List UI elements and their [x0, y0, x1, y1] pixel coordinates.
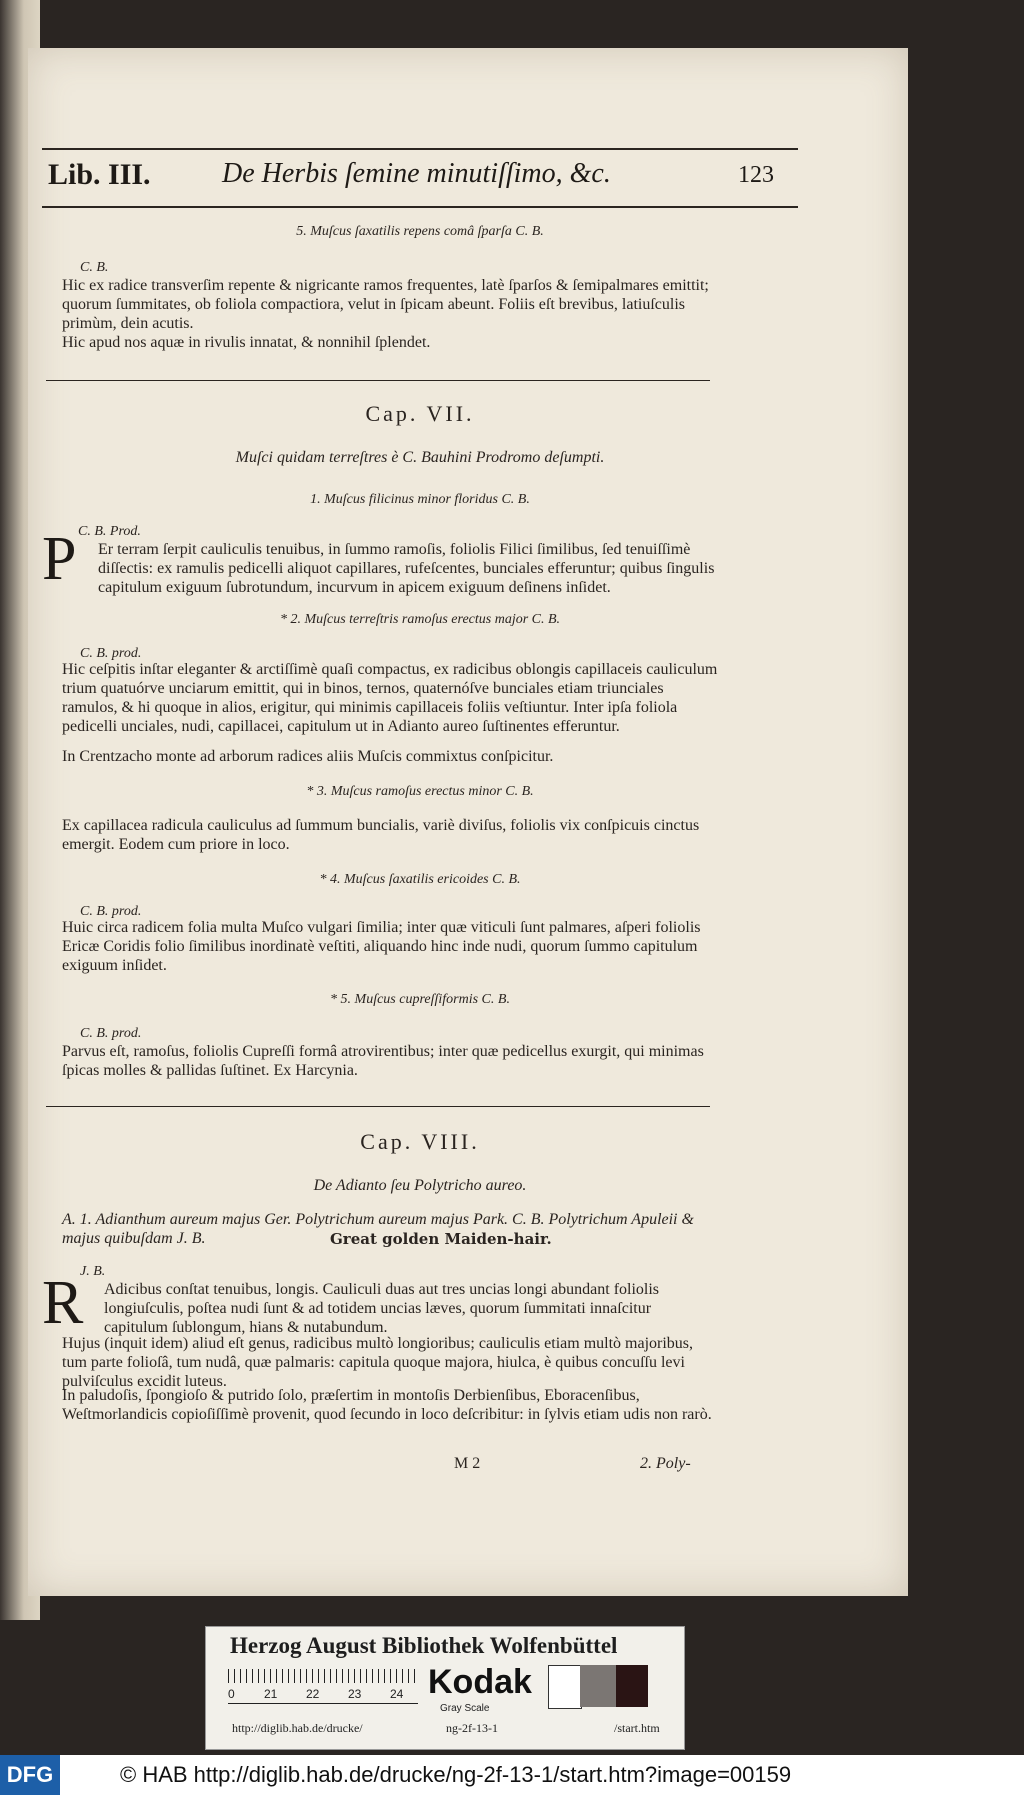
entry-heading: 1. Muſcus filicinus minor floridus C. B. — [310, 492, 530, 507]
source-label: J. B. — [80, 1264, 106, 1279]
running-title: De Herbis ſemine minutiſſimo, &c. — [222, 158, 611, 189]
source-label: C. B. prod. — [80, 1026, 142, 1041]
source-label: C. B. Prod. — [78, 524, 141, 539]
paragraph: Adicibus conſtat tenuibus, longis. Cauliculi duas aut tres uncias longi abundant foliolis longiuſculis, poſtea nudi ſunt & ad totidem uncias læves, quorum ſummitati innaſcitur capitulum ſublongum, hians & nutabundum. — [104, 1281, 660, 1336]
page-number: 123 — [738, 162, 774, 188]
black-swatch — [616, 1665, 648, 1707]
entry-heading: * 3. Muſcus ramoſus erectus minor C. B. — [306, 784, 534, 799]
paragraph: In Crentzacho monte ad arborum radices aliis Muſcis commixtus conſpicitur. — [62, 748, 554, 765]
signature-mark: M 2 — [454, 1455, 481, 1472]
url-right: /start.htm — [614, 1721, 660, 1735]
paragraph: Ex capillacea radicula cauliculus ad ſummum buncialis, variè diviſus, foliolis vix conſpicuis cinctus emergit. Eodem cum priore in loco. — [62, 817, 700, 853]
paragraph: Hic apud nos aquæ in rivulis innatat, & nonnihil ſplendet. — [62, 334, 431, 351]
book-number: Lib. III. — [48, 158, 151, 191]
paragraph: Parvus eſt, ramoſus, foliolis Cupreſſi formâ atrovirentibus; inter quæ pedicellus exurgit, qui minimas ſpicas molles & pallidas ſuſtinet. Ex Harcynia. — [62, 1043, 704, 1079]
source-label: C. B. prod. — [80, 904, 142, 919]
entry-heading: * 5. Muſcus cupreſſiformis C. B. — [330, 992, 510, 1007]
source-label: C. B. prod. — [80, 646, 142, 661]
catchword: 2. Poly- — [640, 1455, 691, 1472]
entry-heading: 5. Muſcus ſaxatilis repens comâ ſparſa C. B. — [296, 224, 544, 239]
paragraph: Hic ceſpitis inſtar eleganter & arctiſſimè quaſi compactus, ex radicibus oblongis capillaceis cauliculum trium quatuórve unciarum emittit, qui in binos, ternos, quaternóſve bunciales etiam triunciales ramulos, & hi quoque in alios, erigitur, qui minimis capillaceis foliis veſtiuntur. Inter ipſa foliola pedicelli unciales, nudi, capillacei, capitulum ut in Adianto aureo ſuſtinentes efferuntur. — [62, 661, 718, 735]
viewer-footer — [0, 1755, 1024, 1795]
library-name: Herzog August Bibliothek Wolfenbüttel — [230, 1633, 618, 1658]
drop-cap: R — [42, 1269, 84, 1337]
ruler-tick-label: 22 — [306, 1687, 320, 1701]
paragraph: Huic circa radicem folia multa Muſco vulgari ſimilia; inter quæ viticuli ſunt palmares, aſperi foliolis Ericæ Coridis folio ſimilibus inordinatè veſtiti, aliquando hinc inde nudi, quorum ſummo capitulum exiguum inſidet. — [62, 919, 701, 974]
drop-cap: P — [42, 525, 77, 593]
chapter-title: Cap. VIII. — [360, 1129, 480, 1154]
url-mid: ng-2f-13-1 — [446, 1721, 498, 1735]
white-swatch — [548, 1665, 582, 1709]
section-divider — [46, 380, 710, 381]
english-name: Great golden Maiden-hair. — [330, 1230, 552, 1248]
gray-swatch — [580, 1665, 616, 1707]
running-header — [42, 148, 798, 208]
gray-scale-label: Gray Scale — [440, 1703, 490, 1714]
paragraph: In paludoſis, ſpongioſo & putrido ſolo, præſertim in montoſis Derbienſibus, Eboracenſibus, Weſtmorlandicis copioſiſſimè provenit, quod ſecundo in loco deſcribitur: in ſylvis etiam udis non rarò. — [62, 1387, 712, 1423]
entry-heading: * 4. Muſcus ſaxatilis ericoides C. B. — [319, 872, 521, 887]
url-left: http://diglib.hab.de/drucke/ — [232, 1721, 363, 1735]
ruler-tick-label: 21 — [264, 1687, 278, 1701]
paragraph: Hujus (inquit idem) aliud eſt genus, radicibus multò longioribus; cauliculis etiam multò majoribus, tum parte folioſâ, tum nudâ, quæ palmaris: capitula quoque majora, hiulca, è quibus concuſſu levi pulviſculus excidit luteus. — [62, 1335, 694, 1390]
paragraph: Hic ex radice transverſim repente & nigricante ramos frequentes, latè ſparſos & ſemipalmares emittit; quorum ſummitates, ob foliola compactiora, velut in ſpicam abeunt. Foliis eſt brevibus, latiuſculis primùm, dein acutis. — [62, 277, 709, 332]
kodak-logo: Kodak — [428, 1663, 532, 1701]
entry-heading: A. 1. Adianthum aureum majus Ger. Polytrichum aureum majus Park. C. B. Polytrichum Apuleii & majus quibuſdam J. B. — [62, 1211, 694, 1247]
chapter-title: Cap. VII. — [365, 401, 475, 426]
paragraph: Er terram ſerpit cauliculis tenuibus, in ſummo ramoſis, foliolis Filici ſimilibus, ſed tenuiſſimè diſſectis: ex ramulis pedicelli aliquot capillares, rufeſcentes, bunciales efferuntur; quibus ſingulis capitulum exiguum ſubrotundum, incurvum in apicem exiguum deſinens inſidet. — [98, 541, 715, 596]
source-label: C. B. — [80, 260, 109, 275]
section-divider — [46, 1106, 710, 1107]
entry-heading: * 2. Muſcus terreſtris ramoſus erectus major C. B. — [279, 612, 561, 627]
copyright-link[interactable]: © HAB http://diglib.hab.de/drucke/ng-2f-13-1/start.htm?image=00159 — [120, 1762, 792, 1787]
chapter-subtitle: Muſci quidam terreſtres è C. Bauhini Prodromo deſumpti. — [235, 449, 605, 466]
color-target-card — [205, 1626, 685, 1750]
measure-ruler — [228, 1669, 418, 1704]
chapter-subtitle: De Adianto ſeu Polytricho aureo. — [313, 1177, 527, 1194]
ruler-tick-label: 0 — [228, 1687, 235, 1701]
ruler-tick-label: 24 — [390, 1687, 404, 1701]
dfg-logo: DFG — [0, 1755, 60, 1795]
ruler-tick-label: 23 — [348, 1687, 362, 1701]
